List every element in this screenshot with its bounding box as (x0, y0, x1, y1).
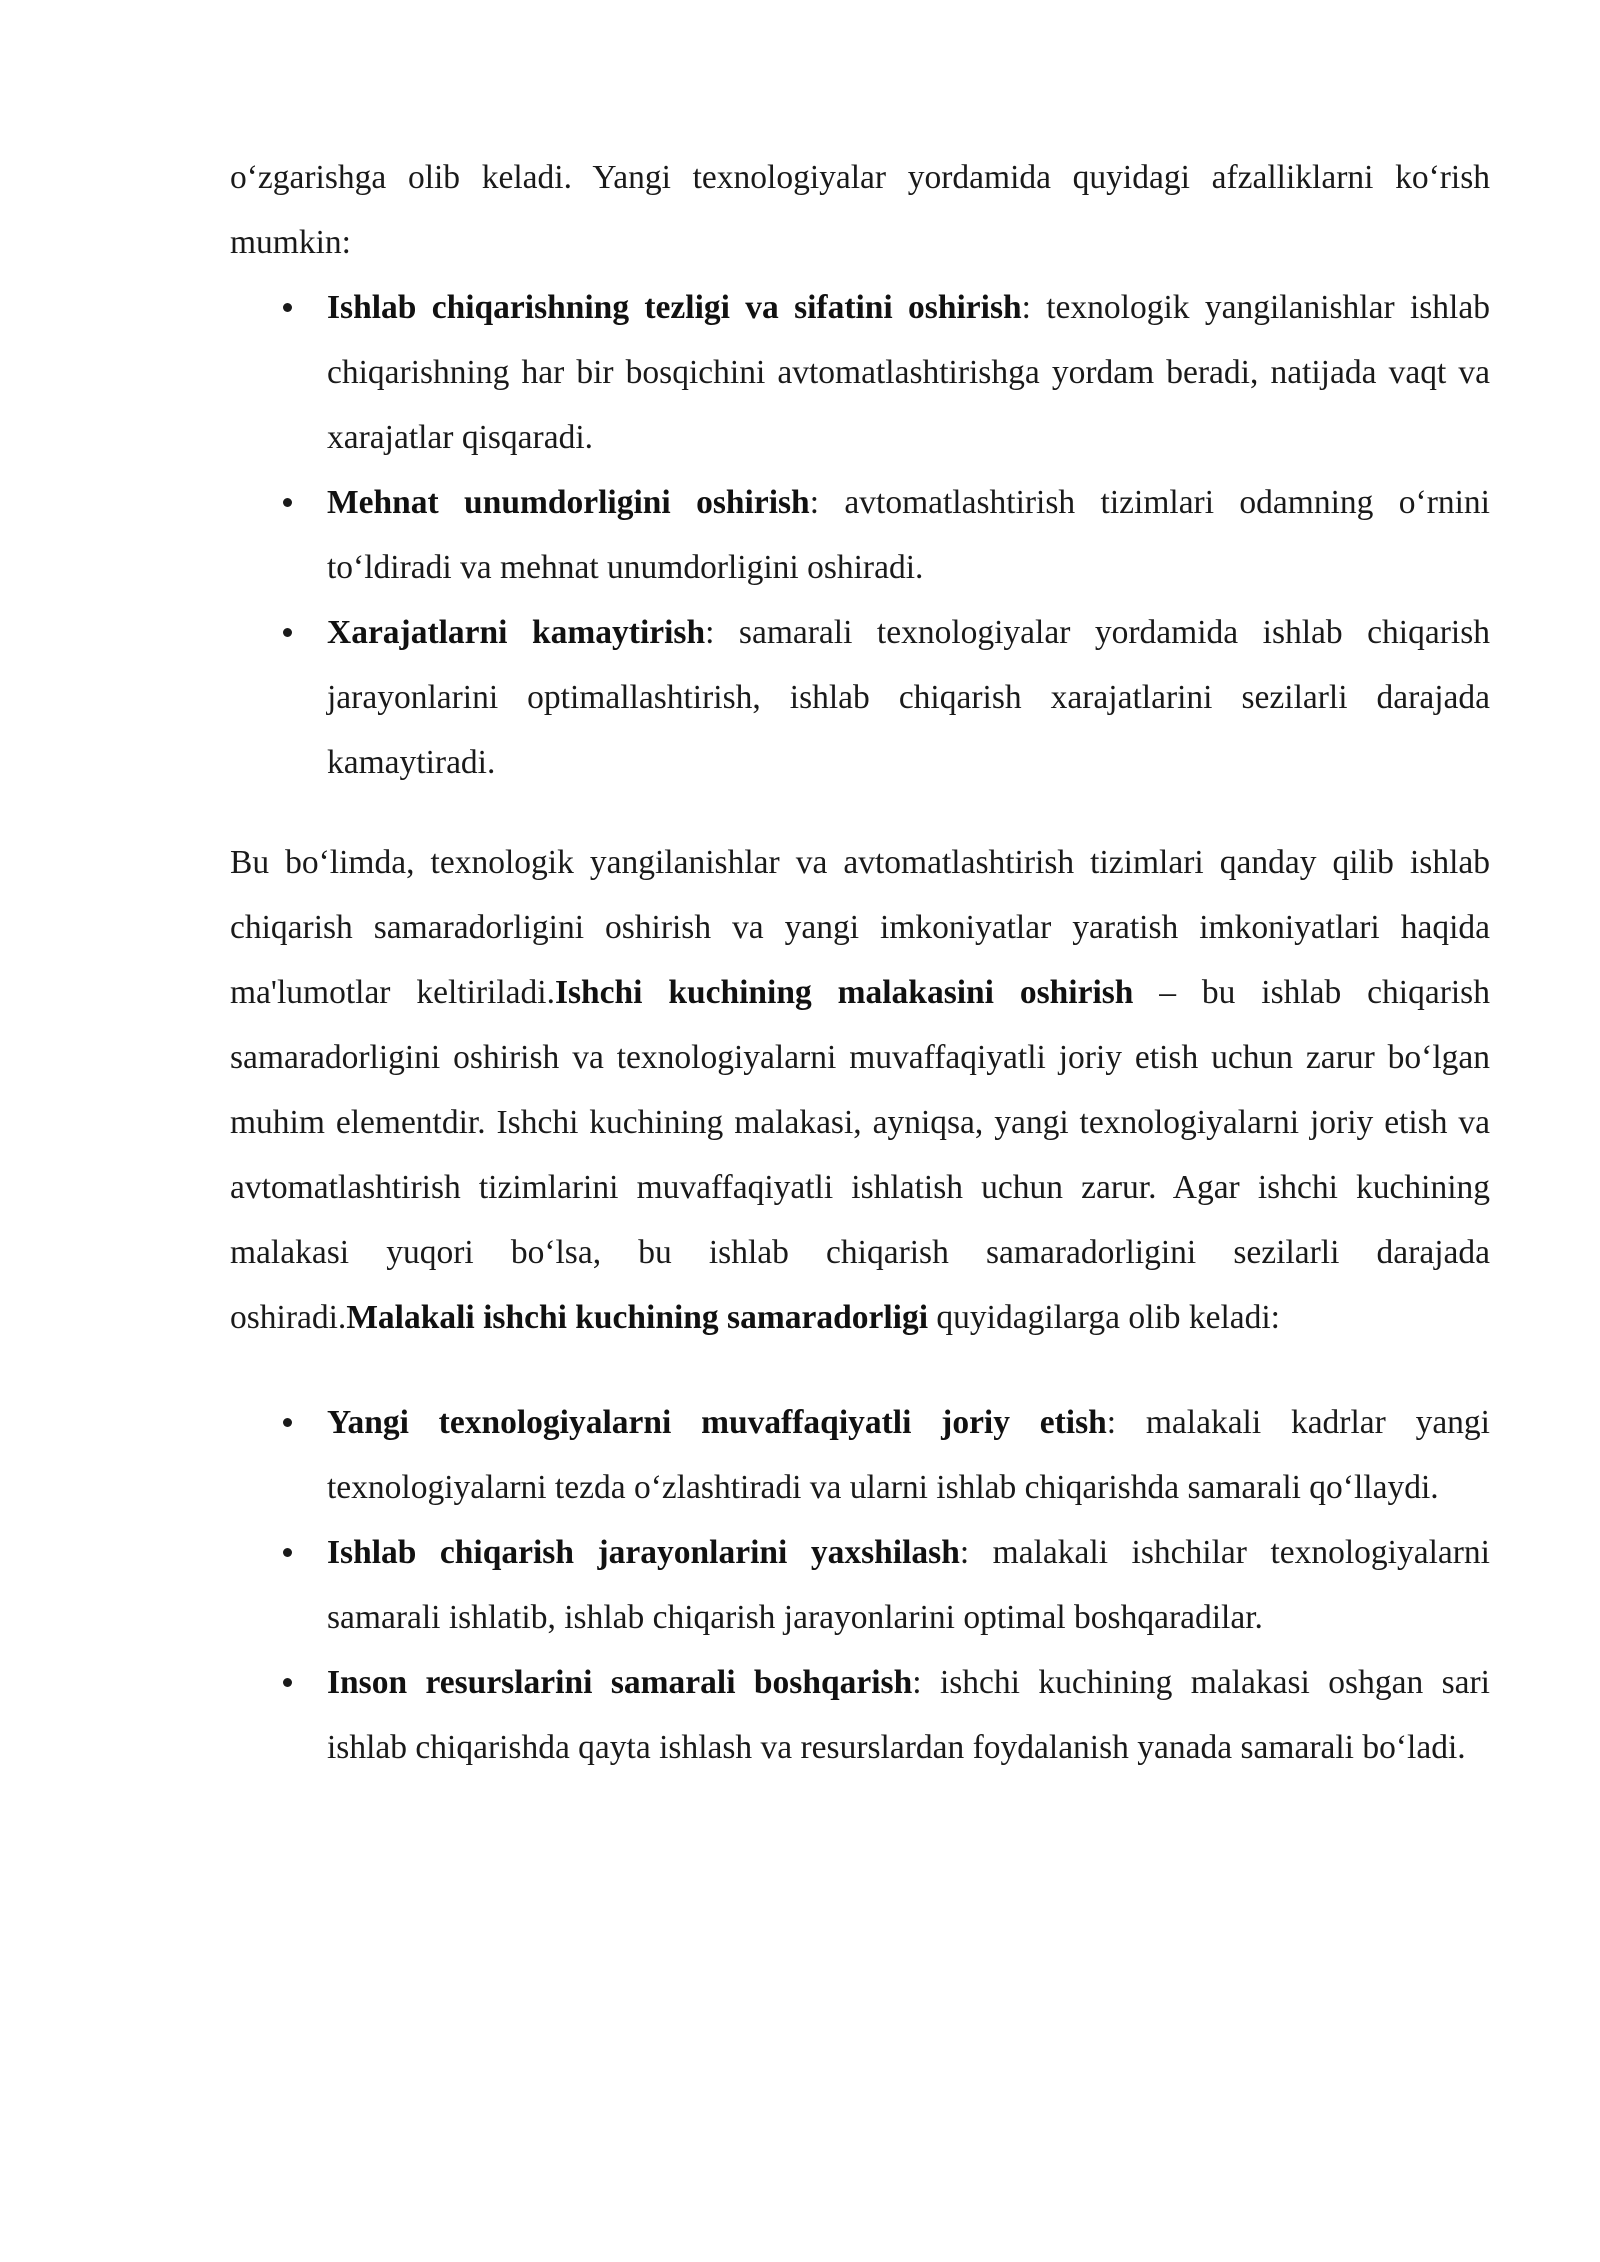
list-item-text: : malakali kadrlar yangi texnologiyalarni tezda o‘zlashtiradi va ularni ishlab chiqarishda samarali qo‘llaydi. (327, 1404, 1490, 1506)
list-item-text: : samarali texnologiyalar yordamida ishlab chiqarish jarayonlarini optimallashtirish, ishlab chiqarish xarajatlarini sezilarli darajada kamaytiradi. (327, 614, 1490, 781)
body-text-part3: quyidagilarga olib keladi: (928, 1299, 1280, 1336)
list-item-title: Mehnat unumdorligini oshirish (327, 484, 810, 521)
list-item (230, 600, 1490, 795)
advantages-list (230, 275, 1490, 795)
list-item-text: : avtomatlashtirish tizimlari odamning o‘rnini to‘ldiradi va mehnat unumdorligini oshiradi. (327, 484, 1490, 586)
list-item (230, 1520, 1490, 1650)
list-item-title: Xarajatlarni kamaytirish (327, 614, 706, 651)
intro-paragraph: o‘zgarishga olib keladi. Yangi texnologiyalar yordamida quyidagi afzalliklarni ko‘rish mumkin: (230, 159, 1490, 261)
bullet-icon (283, 1678, 292, 1687)
list-item (230, 470, 1490, 600)
body-text-part1: Bu bo‘limda, texnologik yangilanishlar va avtomatlashtirish tizimlari qanday qilib ishlab chiqarish samaradorligini oshirish va yangi imkoniyatlar yaratish imkoniyatlari haqida ma'lumotlar keltiriladi. (230, 844, 1490, 1011)
bullet-icon (283, 1548, 292, 1557)
effects-list (230, 1390, 1490, 1780)
list-item (230, 275, 1490, 470)
bullet-icon (283, 1418, 292, 1427)
list-item (230, 1390, 1490, 1520)
document-page (230, 145, 1490, 1780)
bullet-icon (283, 303, 292, 312)
body-text-part2: – bu ishlab chiqarish samaradorligini oshirish va texnologiyalarni muvaffaqiyatli joriy etish uchun zarur bo‘lgan muhim elementdir. Ishchi kuchining malakasi, ayniqsa, yangi texnologiyalarni joriy etish va avtomatlashtirish tizimlarini muvaffaqiyatli ishlatish uchun zarur. Agar ishchi kuchining malakasi yuqori bo‘lsa, bu ishlab chiqarish samaradorligini sezilarli darajada oshiradi. (230, 974, 1490, 1336)
bullet-icon (283, 498, 292, 507)
list-item (230, 1650, 1490, 1780)
list-item-text: : texnologik yangilanishlar ishlab chiqarishning har bir bosqichini avtomatlashtirishga yordam beradi, natijada vaqt va xarajatlar qisqaradi. (327, 289, 1490, 456)
list-item-text: : ishchi kuchining malakasi oshgan sari ishlab chiqarishda qayta ishlash va resurslardan foydalanish yanada samarali bo‘ladi. (327, 1664, 1490, 1766)
body-bold-term-1: Ishchi kuchining malakasini oshirish (554, 974, 1134, 1011)
list-item-title: Yangi texnologiyalarni muvaffaqiyatli joriy etish (327, 1404, 1107, 1441)
body-bold-term-2: Malakali ishchi kuchining samaradorligi (346, 1299, 929, 1336)
list-item-title: Ishlab chiqarish jarayonlarini yaxshilash (327, 1534, 960, 1571)
body-paragraph (230, 830, 1490, 1350)
list-item-title: Inson resurslarini samarali boshqarish (327, 1664, 913, 1701)
list-item-title: Ishlab chiqarishning tezligi va sifatini oshirish (327, 289, 1022, 326)
list-item-text: : malakali ishchilar texnologiyalarni samarali ishlatib, ishlab chiqarish jarayonlarini optimal boshqaradilar. (327, 1534, 1490, 1636)
bullet-icon (283, 628, 292, 637)
